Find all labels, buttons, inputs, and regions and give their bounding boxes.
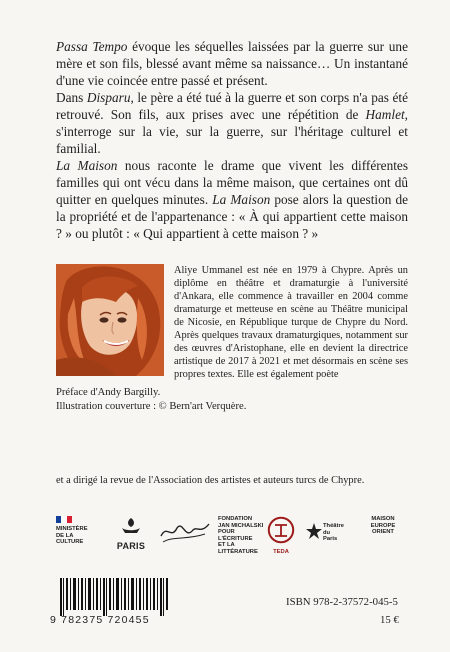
price: 15 € [380, 614, 399, 626]
paragraph-3-text: nous raconte le drame que vivent les différentes familles qui ont vécu dans la même maison, que certaines ont dû quitter en quelques minutes. [56, 158, 408, 207]
french-flag-icon [56, 516, 72, 523]
title-passa-tempo: Passa Tempo [56, 39, 128, 54]
preface-credit: Préface d'Andy Bargilly. [56, 387, 161, 398]
theatre-label: Théâtre du Paris [323, 523, 344, 542]
ministere-label: MINISTÈRE DE LA CULTURE [56, 526, 88, 545]
paragraph-1-text: évoque les séquelles laissées par la guerre sur une mère et son fils, blessé avant même sa naissance… Un instantané d'une vie coincée entre passé et présent. [56, 39, 408, 88]
ministere-culture-logo [56, 516, 90, 558]
star-figure-icon [305, 522, 323, 544]
paragraph-3-text-2: pose alors la question de la propriété et de l'appartenance : « À qui appartient cette maison ? » ou plutôt : « Qui appartient à cette maison ? » [56, 192, 409, 241]
synopsis [56, 38, 408, 242]
paragraph-2-prefix: Dans [56, 90, 87, 105]
fondation-signature-logo [159, 516, 215, 558]
teda-logo [265, 516, 297, 558]
title-disparu: Disparu [86, 90, 131, 105]
partner-logos [56, 516, 416, 558]
barcode-digits: 9 782375 720455 [50, 614, 150, 626]
paragraph-2-text-2: , s'interroge sur la vie, sur la guerre, sur l'héritage culturel et familial. [56, 107, 408, 156]
synopsis-paragraph-3 [56, 157, 408, 242]
teda-circle-icon [267, 516, 295, 544]
title-la-maison: La Maison [56, 158, 118, 173]
signature-icon [159, 516, 213, 546]
author-bio: Aliye Ummanel est née en 1979 à Chypre. Après un diplôme en théâtre et dramaturgie à l'université d'Ankara, elle commence à travailler en 2004 comme dramaturge et metteuse en scène au Théâtre municipal de Nicosie, en République turque de Chypre du Nord. Après quelques travaux dramaturgiques, notamment sur des œuvres d'Aristophane, elle en devient la directrice artistique de 2017 à 2021 et met désormais en scène ses propres textes. Elle est également poète [174, 265, 408, 380]
author-portrait-illustration [56, 264, 164, 376]
theatre-logo [305, 516, 345, 558]
maison-label: MAISON EUROPE ORIENT [370, 516, 396, 535]
paris-label: PARIS [116, 541, 146, 551]
paragraph-2-text: , le père a été tué à la guerre et son corps n'a pas été retrouvé. Son fils, aux prises avec une répétition de [56, 90, 408, 122]
teda-label: TEDA [273, 549, 289, 555]
fondation-label: FONDATION JAN MICHALSKI POUR L'ÉCRITURE ET LA LITTÉRATURE [218, 516, 264, 555]
title-hamlet: Hamlet [365, 107, 405, 122]
barcode [50, 578, 170, 628]
barcode-bars-icon [60, 578, 170, 616]
author-bio-continuation: et a dirigé la revue de l'Association des artistes et auteurs turcs de Chypre. [56, 475, 365, 486]
isbn: ISBN 978-2-37572-045-5 [286, 596, 398, 608]
maison-europe-orient-logo [360, 516, 406, 558]
paris-ship-icon [119, 516, 143, 536]
author-photo [56, 264, 164, 376]
credits [56, 386, 246, 414]
synopsis-paragraph-2 [56, 89, 408, 157]
title-la-maison-2: La Maison [212, 192, 271, 207]
paris-logo [114, 516, 148, 558]
illustration-credit: Illustration couverture : © Bern'art Verquère. [56, 401, 247, 412]
synopsis-paragraph-1 [56, 38, 408, 89]
